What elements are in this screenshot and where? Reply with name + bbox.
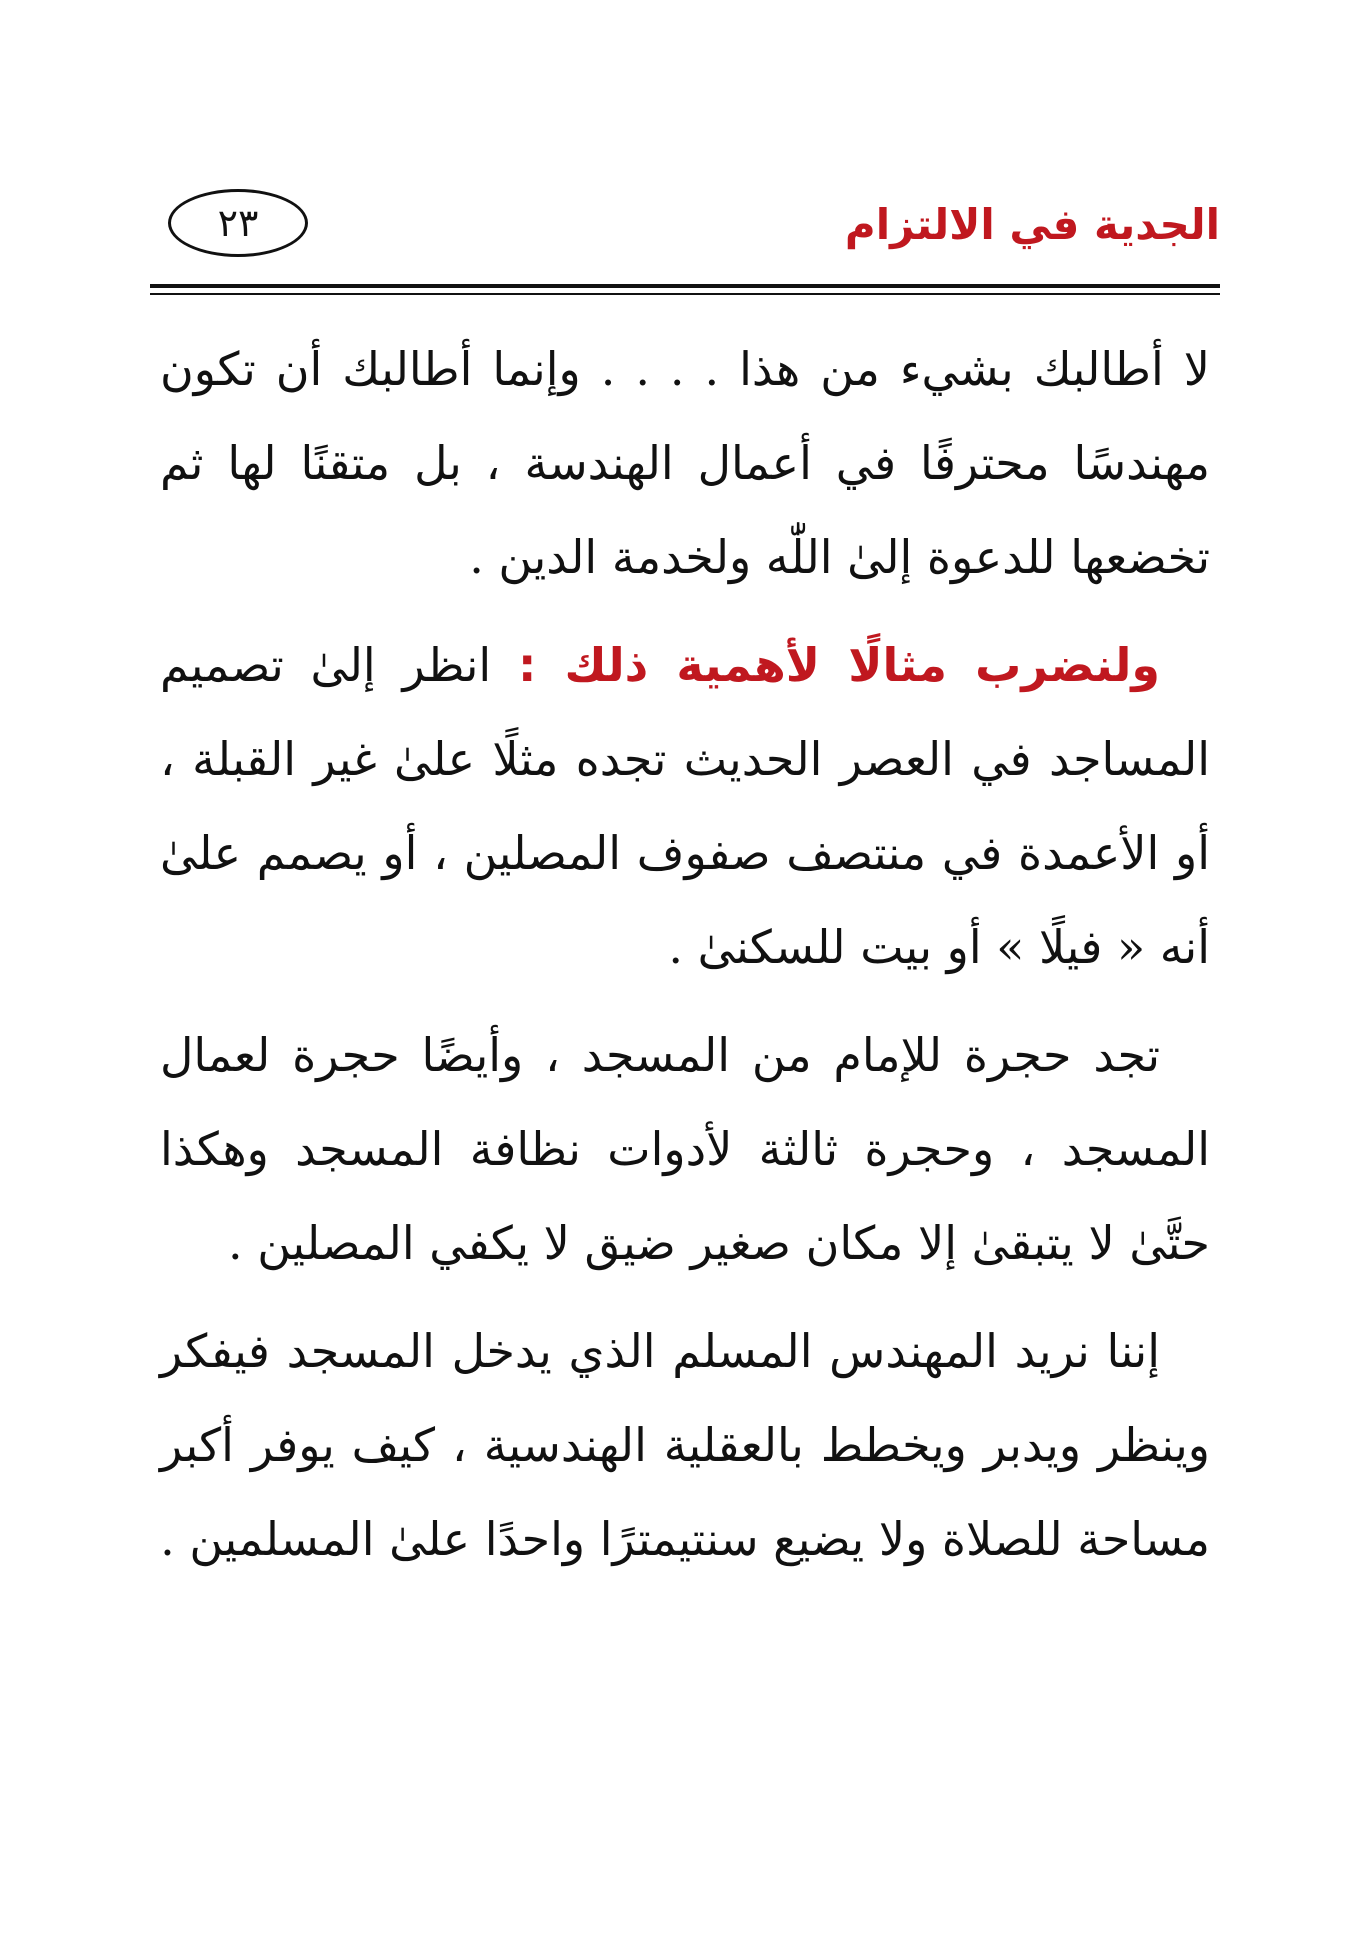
paragraph-4 — [160, 1304, 1210, 1586]
body-text — [160, 322, 1210, 1600]
header-rule-thick — [150, 284, 1220, 288]
paragraph-2 — [160, 618, 1210, 994]
paragraph-4-text: إننا نريد المهندس المسلم الذي يدخل المسجد فيفكر وينظر ويدبر ويخطط بالعقلية الهندسية ، كيف يوفر أكبر مساحة للصلاة ولا يضيع سنتيمترًا واحدًا علىٰ المسلمين . — [160, 1324, 1210, 1566]
page-number: ٢٣ — [168, 189, 308, 257]
running-title: الجدية في الالتزام — [844, 200, 1220, 249]
paragraph-2-lead: ولنضرب مثالًا لأهمية ذلك : — [517, 638, 1160, 692]
paragraph-1 — [160, 322, 1210, 604]
paragraph-3-text: تجد حجرة للإمام من المسجد ، وأيضًا حجرة لعمال المسجد ، وحجرة ثالثة لأدوات نظافة المسجد وهكذا حتَّىٰ لا يتبقىٰ إلا مكان صغير ضيق لا يكفي المصلين . — [160, 1028, 1210, 1270]
header-rule-thin — [150, 293, 1220, 295]
paragraph-2-text: انظر إلىٰ تصميم المساجد في العصر الحديث تجده مثلًا علىٰ غير القبلة ، أو الأعمدة في منتصف صفوف المصلين ، أو يصمم علىٰ أنه « فيلًا » أو بيت للسكنىٰ . — [160, 638, 1210, 974]
paragraph-3 — [160, 1008, 1210, 1290]
page-header — [150, 185, 1220, 275]
paragraph-1-text: لا أطالبك بشيء من هذا . . . . وإنما أطالبك أن تكون مهندسًا محترفًا في أعمال الهندسة ، بل متقنًا لها ثم تخضعها للدعوة إلىٰ اللّٰه ولخدمة الدين . — [160, 342, 1210, 584]
